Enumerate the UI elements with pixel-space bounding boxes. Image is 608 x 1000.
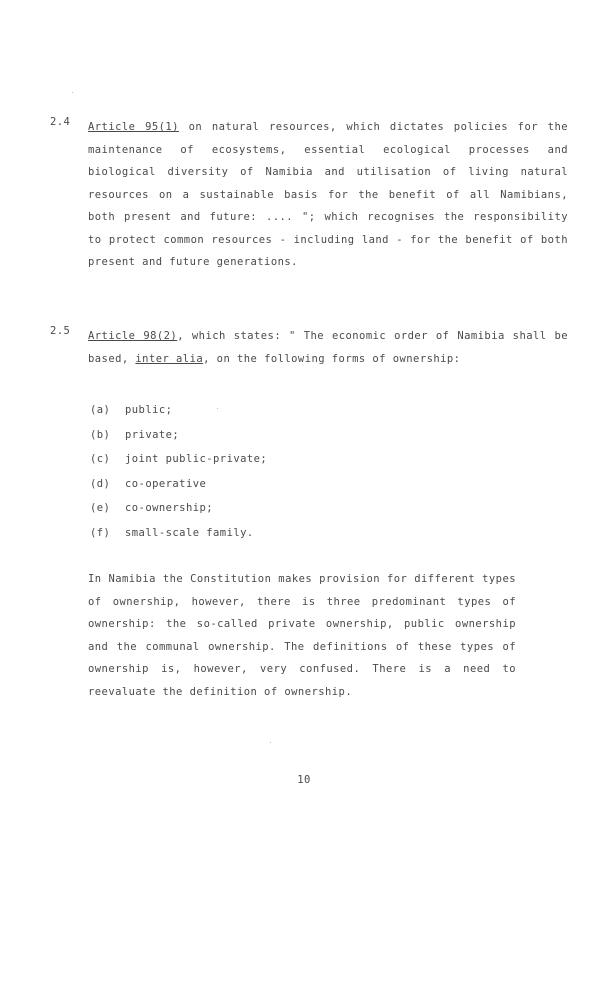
list-item <box>90 404 267 429</box>
list-item <box>90 502 267 527</box>
section-body <box>88 116 568 274</box>
section-number: 2.5 <box>50 325 71 337</box>
inter-alia-phrase: inter alia <box>135 352 204 365</box>
section-text: on natural resources, which dictates policies for the maintenance of ecosystems, essential ecological processes and biological diversity of Namibia and utilisation of living natural resources on a sustainable basis for the benefit of all Namibians, both present and future: .... "; which recognises the responsibility to protect common resources - including land - for the benefit of both present and future generations. <box>88 121 568 268</box>
section-text: , which states: " The economic order of Namibia shall be based, <box>88 330 568 365</box>
list-item-label: (a) <box>90 404 111 416</box>
article-reference: Article 95(1) <box>88 121 179 133</box>
list-item-text: small-scale family. <box>125 526 254 539</box>
list-item-label: (c) <box>90 453 111 465</box>
list-item-text: co-operative <box>125 477 207 490</box>
list-item <box>90 527 267 552</box>
scan-speck <box>217 408 218 409</box>
scan-speck <box>270 742 271 743</box>
scan-speck <box>72 92 73 93</box>
list-item <box>90 429 267 454</box>
list-item <box>90 478 267 503</box>
list-item-label: (f) <box>90 526 111 539</box>
article-reference: Article 98(2) <box>88 330 178 342</box>
list-item-label: (d) <box>90 477 111 490</box>
list-item-text: public; <box>125 404 173 416</box>
list-item-text: co-ownership; <box>125 502 214 514</box>
page-number: 10 <box>297 774 311 786</box>
section-number: 2.4 <box>50 116 71 128</box>
list-item-text: private; <box>125 428 180 441</box>
list-item-label: (b) <box>90 428 111 441</box>
section-text-continued: , on the following forms of ownership: <box>203 352 461 365</box>
ownership-paragraph: In Namibia the Constitution makes provision for different types of ownership, however, there is three predominant types of ownership: the so-called private ownership, public ownership and the communal ownership. The definitions of these types of ownership is, however, very confused. There is a need to reevaluate the definition of ownership. <box>88 573 516 698</box>
list-item-text: joint public-private; <box>125 453 268 465</box>
list-item-label: (e) <box>90 502 111 514</box>
section-body <box>88 325 568 370</box>
list-item <box>90 453 267 478</box>
ownership-forms-list <box>90 404 267 551</box>
